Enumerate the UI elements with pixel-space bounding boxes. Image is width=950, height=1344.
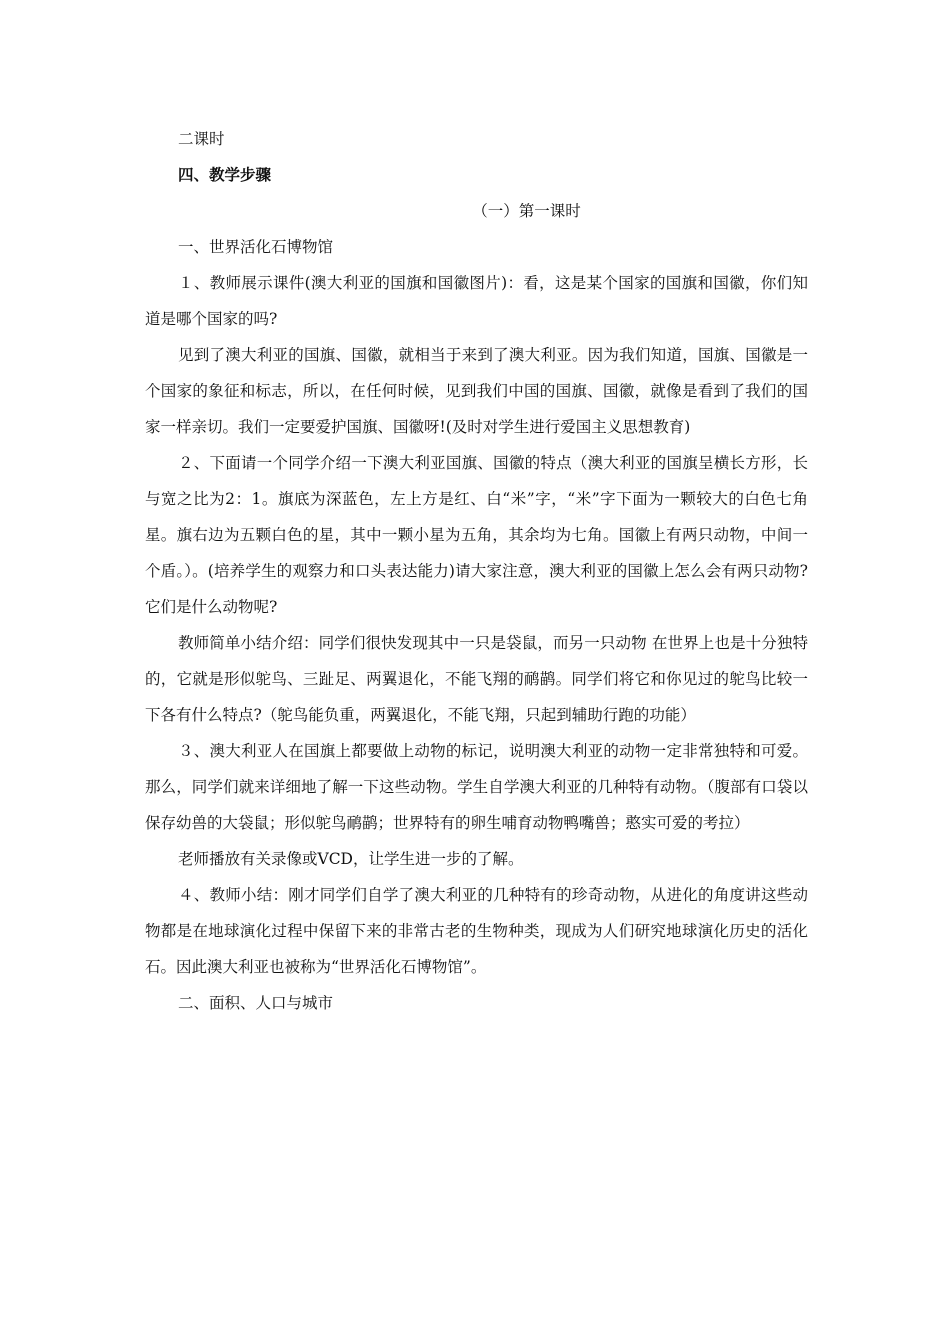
paragraph-teacher-summary-emu: 教师简单小结介绍：同学们很快发现其中一只是袋鼠，而另一只动物 在世界上也是十分独特的，它就是形似鸵鸟、三趾足、两翼退化，不能飞翔的鸸鹋。同学们将它和你见过的鸵鸟比较一下各有什么特点?（鸵鸟能负重，两翼退化，不能飞翔，只起到辅助行跑的功能） bbox=[145, 634, 808, 724]
paragraph-flag-emblem-meaning: 见到了澳大利亚的国旗、国徽，就相当于来到了澳大利亚。因为我们知道，国旗、国徽是一个国家的象征和标志，所以，在任何时候，见到我们中国的国旗、国徽，就像是看到了我们的国家一样亲切。我们一定要爱护国旗、国徽呀!(及时对学生进行爱国主义思想教育) bbox=[145, 346, 808, 436]
topic-heading-area-population-cities: 二、面积、人口与城市 bbox=[178, 994, 334, 1012]
document-body bbox=[145, 121, 808, 1021]
paragraph-step-1: １、教师展示课件(澳大利亚的国旗和国徽图片)：看，这是某个国家的国旗和国徽，你们知道是哪个国家的吗? bbox=[145, 274, 808, 328]
paragraph-step-2: ２、下面请一个同学介绍一下澳大利亚国旗、国徽的特点（澳大利亚的国旗呈横长方形，长与宽之比为2：1。旗底为深蓝色，左上方是红、白“米”字，“米”字下面为一颗较大的白色七角星。旗右边为五颗白色的星，其中一颗小星为五角，其余均为七角。国徽上有两只动物，中间一个盾。）。(培养学生的观察力和口头表达能力)请大家注意，澳大利亚的国徽上怎么会有两只动物?它们是什么动物呢? bbox=[145, 454, 808, 616]
section-heading-teaching-steps: 四、教学步骤 bbox=[178, 165, 272, 184]
subheading-first-lesson: （一）第一课时 bbox=[472, 202, 581, 220]
topic-heading-living-fossil-museum: 一、世界活化石博物馆 bbox=[178, 238, 334, 256]
paragraph-step-3: ３、澳大利亚人在国旗上都要做上动物的标记，说明澳大利亚的动物一定非常独特和可爱。那么，同学们就来详细地了解一下这些动物。学生自学澳大利亚的几种特有动物。（腹部有口袋以保存幼兽的大袋鼠；形似鸵鸟鸸鹋；世界特有的卵生哺育动物鸭嘴兽；憨实可爱的考拉） bbox=[145, 742, 808, 832]
paragraph-video: 老师播放有关录像或VCD，让学生进一步的了解。 bbox=[178, 850, 524, 868]
lesson-count-line: 二课时 bbox=[178, 130, 225, 148]
paragraph-step-4: ４、教师小结：刚才同学们自学了澳大利亚的几种特有的珍奇动物，从进化的角度讲这些动物都是在地球演化过程中保留下来的非常古老的生物种类，现成为人们研究地球演化历史的活化石。因此澳大利亚也被称为“世界活化石博物馆”。 bbox=[145, 886, 808, 976]
